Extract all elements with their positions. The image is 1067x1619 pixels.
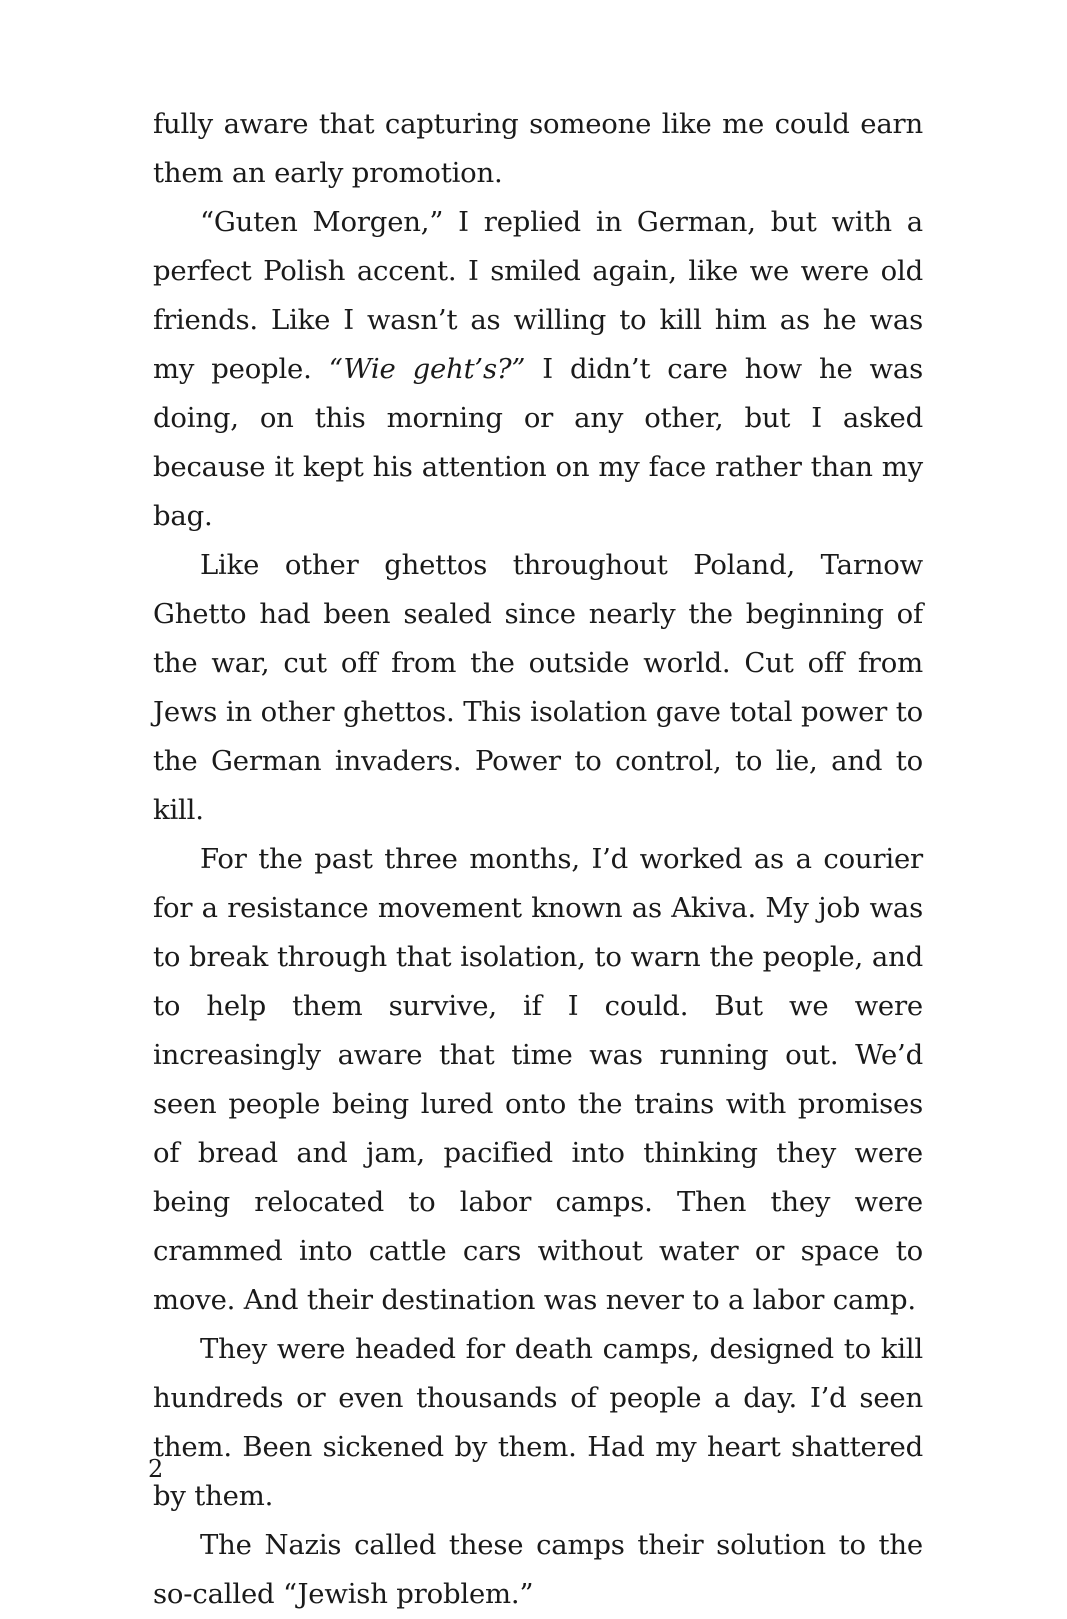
paragraph-2-italic-phrase: “Wie geht’s?”	[328, 353, 526, 385]
paragraph-2	[153, 198, 923, 541]
paragraph-5	[153, 1325, 923, 1521]
page-body	[153, 100, 923, 1619]
page-number: 2	[148, 1455, 164, 1483]
paragraph-3-text: Like other ghettos throughout Poland, Tarnow Ghetto had been sealed since nearly the beginning of the war, cut off from the outside world. Cut off from Jews in other ghettos. This isolation gave total power to the German invaders. Power to control, to lie, and to kill.	[153, 549, 923, 826]
paragraph-4-text: For the past three months, I’d worked as a courier for a resistance movement known as Akiva. My job was to break through that isolation, to warn the people, and to help them survive, if I could. But we were increasingly aware that time was running out. We’d seen people being lured onto the trains with promises of bread and jam, pacified into thinking they were being relocated to labor camps. Then they were crammed into cattle cars without water or space to move. And their destination was never to a labor camp.	[153, 843, 923, 1316]
paragraph-3	[153, 541, 923, 835]
paragraph-4	[153, 835, 923, 1325]
paragraph-2-text-a: “Guten Morgen,” I replied in German, but with a perfect Polish accent. I smiled again, like we were old friends. Like I wasn’t as willing to kill him as he was my people.	[153, 206, 923, 385]
paragraph-1-text: fully aware that capturing someone like me could earn them an early promotion.	[153, 108, 923, 189]
paragraph-6-text: The Nazis called these camps their solution to the so-called “Jewish problem.”	[153, 1529, 923, 1610]
paragraph-2-text-b: I didn’t care how he was doing, on this morning or any other, but I asked because it kept his attention on my face rather than my bag.	[153, 353, 924, 532]
paragraph-1	[153, 100, 923, 198]
paragraph-6	[153, 1521, 923, 1619]
paragraph-5-text: They were headed for death camps, designed to kill hundreds or even thousands of people a day. I’d seen them. Been sickened by them. Had my heart shattered by them.	[153, 1333, 923, 1512]
